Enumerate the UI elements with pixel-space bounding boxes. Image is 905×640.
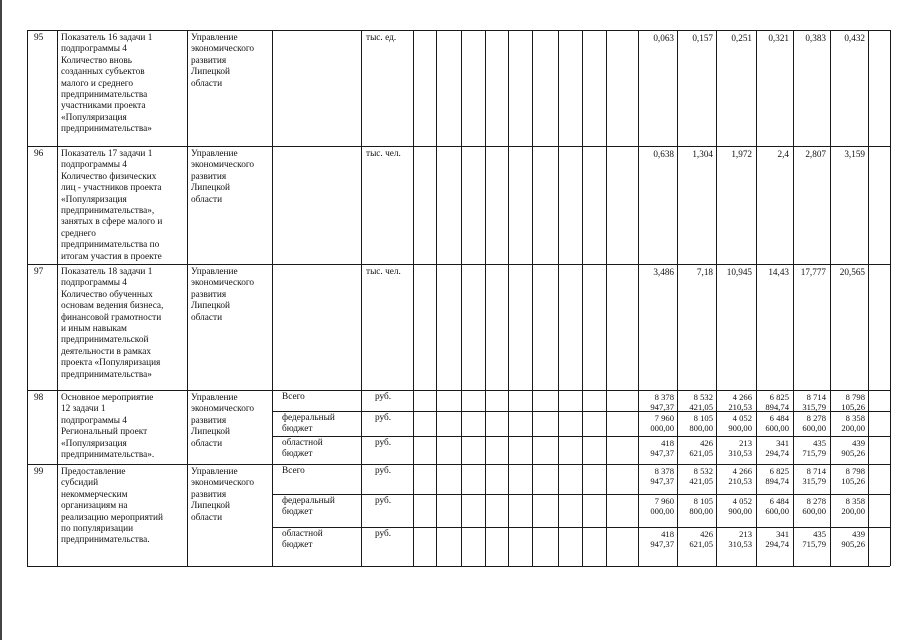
funding-value: 8 358 <box>845 496 865 506</box>
column-border <box>830 30 831 566</box>
executor-line: развития <box>191 415 227 426</box>
row-bottom-border <box>27 390 890 391</box>
indicator-name-line: Количество физических <box>61 171 157 182</box>
funding-value: 210,53 <box>728 476 752 486</box>
unit-label: руб. <box>375 413 392 423</box>
indicator-name-line: предпринимательства», <box>61 206 155 216</box>
column-border <box>57 30 58 566</box>
funding-value: 4 266 <box>732 466 752 476</box>
column-border <box>361 30 362 566</box>
funding-value: 600,00 <box>802 423 826 433</box>
funding-source: областной <box>282 438 323 448</box>
indicator-value: 1,972 <box>731 149 752 159</box>
funding-value: 8 532 <box>693 392 713 402</box>
row-number: 97 <box>34 267 44 277</box>
table-right-border <box>890 30 891 566</box>
funding-value: 894,74 <box>765 402 789 412</box>
funding-source: федеральный <box>282 413 335 423</box>
executor-line: области <box>191 512 223 523</box>
funding-value: 621,05 <box>689 448 713 458</box>
unit-label: руб. <box>375 496 392 506</box>
indicator-name-line: организациям на <box>61 501 128 512</box>
funding-value: 905,26 <box>841 539 865 549</box>
table-left-border <box>27 30 28 566</box>
column-border <box>436 30 437 566</box>
executor-line: развития <box>191 289 227 300</box>
column-border <box>756 30 757 566</box>
funding-value: 715,79 <box>802 448 826 458</box>
indicator-value: 7,18 <box>696 267 713 277</box>
column-border <box>638 30 639 566</box>
funding-value: 800,00 <box>689 506 713 516</box>
indicator-value: 10,945 <box>726 267 752 277</box>
row-bottom-border <box>27 464 890 465</box>
funding-value: 715,79 <box>802 539 826 549</box>
funding-source: бюджет <box>282 540 313 551</box>
indicator-name-line: предпринимательства» <box>61 369 152 380</box>
indicator-name-line: «Популяризация <box>61 112 127 123</box>
funding-value: 105,26 <box>841 476 865 486</box>
scan-edge <box>0 0 2 640</box>
indicator-name-line: Предоставление <box>61 467 126 477</box>
indicator-name-line: предпринимательства» <box>61 124 152 135</box>
column-border <box>582 30 583 566</box>
funding-source: Всего <box>282 392 305 402</box>
executor-line: Липецкой <box>191 301 231 312</box>
row-bottom-border <box>27 566 890 567</box>
funding-value: 8 378 <box>654 466 674 476</box>
funding-value: 4 052 <box>732 496 752 506</box>
executor-line: экономического <box>191 44 255 55</box>
indicator-name-line: предпринимательства». <box>61 450 155 460</box>
indicator-value: 20,565 <box>839 267 865 277</box>
indicator-name-line: предпринимательства. <box>61 535 150 546</box>
indicator-name-line: созданных субъектов <box>61 67 145 78</box>
funding-value: 6 825 <box>769 466 789 476</box>
funding-value: 200,00 <box>841 506 865 516</box>
executor-line: области <box>191 194 223 205</box>
column-border <box>508 30 509 566</box>
column-border <box>677 30 678 566</box>
funding-value: 341 <box>776 438 789 448</box>
indicator-value: 0,321 <box>768 33 789 43</box>
indicator-value: 14,43 <box>768 267 789 277</box>
indicator-name-line: «Популяризация <box>61 194 127 205</box>
funding-value: 8 714 <box>806 466 826 476</box>
indicator-name-line: подпрограммы 4 <box>61 160 127 171</box>
funding-value: 426 <box>700 438 713 448</box>
row-number: 98 <box>34 393 44 403</box>
indicator-name-line: проекта «Популяризация <box>61 358 161 369</box>
executor-line: Управление <box>191 149 238 159</box>
indicator-value: 3,486 <box>653 267 674 277</box>
executor-line: экономического <box>191 478 255 489</box>
funding-value: 341 <box>776 529 789 539</box>
indicator-name-line: 12 задачи 1 <box>61 404 106 415</box>
subrow-border <box>272 436 890 437</box>
executor-line: Липецкой <box>191 67 231 78</box>
funding-value: 418 <box>661 529 674 539</box>
executor-line: экономического <box>191 278 255 289</box>
subrow-border <box>272 411 890 412</box>
funding-source: областной <box>282 529 323 539</box>
executor-line: Липецкой <box>191 501 231 512</box>
column-border <box>461 30 462 566</box>
funding-value: 439 <box>852 438 865 448</box>
unit-label: руб. <box>375 392 392 402</box>
funding-value: 894,74 <box>765 476 789 486</box>
column-border <box>532 30 533 566</box>
indicator-name-line: предпринимательства <box>61 90 148 100</box>
funding-value: 421,05 <box>689 402 713 412</box>
indicator-value: 17,777 <box>800 267 826 277</box>
executor-line: Управление <box>191 393 238 403</box>
funding-value: 947,37 <box>650 539 674 549</box>
funding-value: 310,53 <box>728 539 752 549</box>
indicator-name-line: Основное мероприятие <box>61 393 154 403</box>
unit-label: руб. <box>375 466 392 476</box>
funding-value: 8 105 <box>693 413 713 423</box>
indicator-name-line: Показатель 17 задачи 1 <box>61 149 153 159</box>
column-border <box>485 30 486 566</box>
indicator-name-line: Количество обученных <box>61 289 153 300</box>
funding-value: 8 358 <box>845 413 865 423</box>
executor-line: экономического <box>191 160 255 171</box>
funding-source: федеральный <box>282 496 335 506</box>
unit-label: тыс. чел. <box>366 267 401 277</box>
indicator-name-line: «Популяризация <box>61 438 127 449</box>
funding-value: 000,00 <box>650 423 674 433</box>
funding-source: бюджет <box>282 424 313 435</box>
executor-line: развития <box>191 171 227 182</box>
executor-line: Управление <box>191 467 238 477</box>
funding-value: 905,26 <box>841 448 865 458</box>
funding-value: 8 798 <box>845 392 865 402</box>
executor-line: области <box>191 78 223 89</box>
indicator-name-line: финансовой грамотности <box>61 312 162 323</box>
funding-value: 621,05 <box>689 539 713 549</box>
funding-value: 8 714 <box>806 392 826 402</box>
executor-line: области <box>191 312 223 323</box>
funding-value: 8 378 <box>654 392 674 402</box>
indicator-value: 0,432 <box>844 33 865 43</box>
funding-value: 315,79 <box>802 402 826 412</box>
funding-value: 800,00 <box>689 423 713 433</box>
subrow-border <box>272 527 890 528</box>
funding-value: 4 052 <box>732 413 752 423</box>
indicator-name-line: среднего <box>61 228 96 239</box>
funding-value: 600,00 <box>765 506 789 516</box>
indicator-name-line: и иным навыкам <box>61 324 127 334</box>
indicator-name-line: Показатель 18 задачи 1 <box>61 267 153 277</box>
funding-value: 6 484 <box>769 496 789 506</box>
funding-value: 310,53 <box>728 448 752 458</box>
funding-value: 6 484 <box>769 413 789 423</box>
funding-value: 213 <box>739 438 752 448</box>
funding-value: 900,00 <box>728 506 752 516</box>
indicator-value: 0,251 <box>731 33 752 43</box>
executor-line: Липецкой <box>191 183 231 194</box>
indicator-name-line: основам ведения бизнеса, <box>61 301 164 312</box>
indicator-name-line: занятых в сфере малого и <box>61 217 163 228</box>
funding-value: 439 <box>852 529 865 539</box>
funding-value: 7 960 <box>654 496 674 506</box>
row-bottom-border <box>27 146 890 147</box>
funding-value: 947,37 <box>650 448 674 458</box>
indicator-value: 0,063 <box>653 33 674 43</box>
funding-value: 421,05 <box>689 476 713 486</box>
row-number: 99 <box>34 467 44 477</box>
indicator-value: 2,4 <box>777 149 789 159</box>
funding-value: 200,00 <box>841 423 865 433</box>
funding-value: 294,74 <box>765 448 789 458</box>
column-border <box>793 30 794 566</box>
subrow-border <box>272 494 890 495</box>
funding-value: 947,37 <box>650 402 674 412</box>
funding-value: 7 960 <box>654 413 674 423</box>
executor-line: экономического <box>191 404 255 415</box>
column-border <box>413 30 414 566</box>
funding-value: 947,37 <box>650 476 674 486</box>
indicator-name-line: Показатель 16 задачи 1 <box>61 33 153 43</box>
funding-source: Всего <box>282 466 305 476</box>
column-border <box>868 30 869 566</box>
funding-value: 6 825 <box>769 392 789 402</box>
indicator-name-line: итогам участия в проекте <box>61 251 162 262</box>
executor-line: Липецкой <box>191 427 231 438</box>
funding-value: 315,79 <box>802 476 826 486</box>
indicator-value: 0,638 <box>653 149 674 159</box>
indicator-name-line: малого и среднего <box>61 78 134 89</box>
funding-value: 000,00 <box>650 506 674 516</box>
indicator-name-line: по популяризации <box>61 524 134 534</box>
indicator-value: 3,159 <box>844 149 865 159</box>
funding-value: 8 798 <box>845 466 865 476</box>
indicator-name-line: участниками проекта <box>61 101 146 112</box>
executor-line: развития <box>191 489 227 500</box>
funding-value: 418 <box>661 438 674 448</box>
column-border <box>558 30 559 566</box>
indicator-name-line: некоммерческим <box>61 489 128 500</box>
unit-label: руб. <box>375 438 392 448</box>
funding-value: 210,53 <box>728 402 752 412</box>
indicator-name-line: субсидий <box>61 478 99 489</box>
column-border <box>606 30 607 566</box>
funding-source: бюджет <box>282 507 313 518</box>
funding-value: 105,26 <box>841 402 865 412</box>
indicator-name-line: подпрограммы 4 <box>61 415 127 426</box>
indicator-value: 1,304 <box>692 149 713 159</box>
indicator-name-line: лиц - участников проекта <box>61 183 162 194</box>
indicator-name-line: Количество вновь <box>61 55 133 66</box>
executor-line: Управление <box>191 267 238 277</box>
indicator-name-line: предпринимательства по <box>61 240 160 251</box>
executor-line: развития <box>191 55 227 66</box>
funding-value: 435 <box>813 529 826 539</box>
indicator-name-line: подпрограммы 4 <box>61 278 127 289</box>
funding-value: 900,00 <box>728 423 752 433</box>
unit-label: руб. <box>375 529 392 539</box>
funding-value: 8 105 <box>693 496 713 506</box>
funding-value: 294,74 <box>765 539 789 549</box>
indicator-value: 0,157 <box>692 33 713 43</box>
funding-value: 435 <box>813 438 826 448</box>
indicator-name-line: Региональный проект <box>61 427 148 438</box>
funding-value: 8 532 <box>693 466 713 476</box>
indicator-name-line: деятельности в рамках <box>61 346 152 357</box>
unit-label: тыс. чел. <box>366 149 401 159</box>
funding-value: 4 266 <box>732 392 752 402</box>
indicator-value: 2,807 <box>805 149 826 159</box>
unit-label: тыс. ед. <box>366 33 397 43</box>
funding-value: 600,00 <box>802 506 826 516</box>
table-top-border <box>27 30 890 31</box>
indicator-name-line: реализацию мероприятий <box>61 512 163 523</box>
executor-line: области <box>191 438 223 449</box>
funding-value: 600,00 <box>765 423 789 433</box>
executor-line: Управление <box>191 33 238 43</box>
row-bottom-border <box>27 264 890 265</box>
funding-source: бюджет <box>282 449 313 460</box>
funding-value: 8 278 <box>806 496 826 506</box>
column-border <box>272 30 273 566</box>
funding-value: 8 278 <box>806 413 826 423</box>
column-border <box>716 30 717 566</box>
row-number: 95 <box>34 33 44 43</box>
indicator-name-line: подпрограммы 4 <box>61 44 127 55</box>
funding-value: 426 <box>700 529 713 539</box>
row-number: 96 <box>34 149 44 159</box>
indicator-value: 0,383 <box>805 33 826 43</box>
funding-value: 213 <box>739 529 752 539</box>
indicator-name-line: предпринимательской <box>61 335 149 346</box>
column-border <box>187 30 188 566</box>
